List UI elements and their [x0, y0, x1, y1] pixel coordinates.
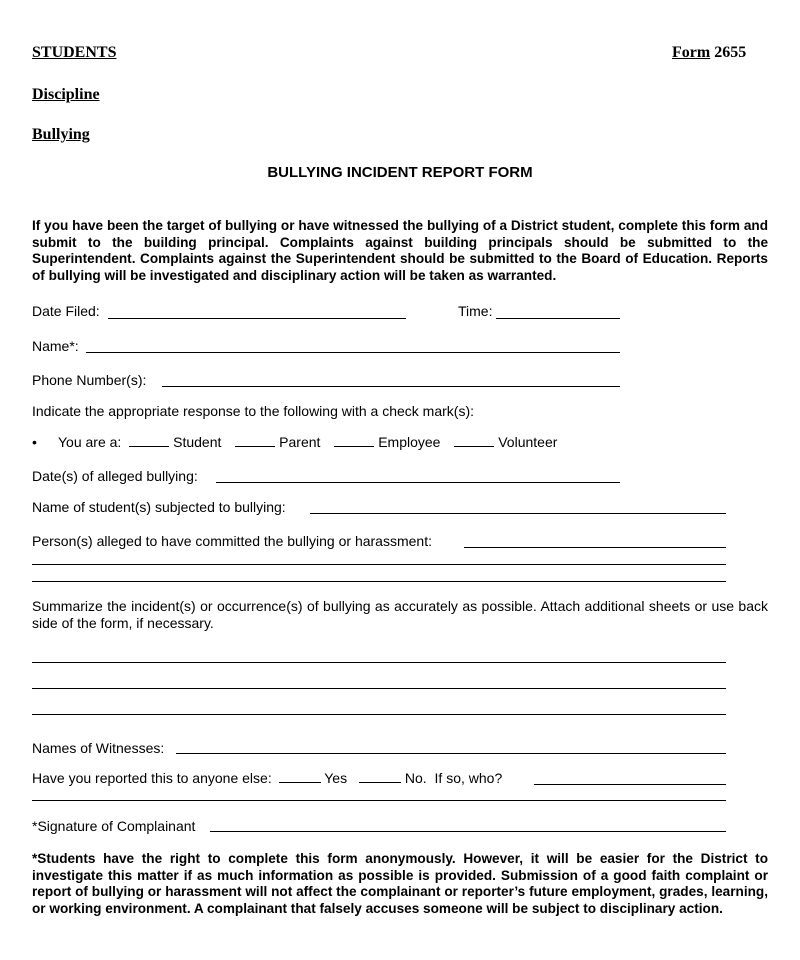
form-label: Form	[672, 44, 711, 61]
phone-label: Phone Number(s):	[32, 372, 147, 388]
no-checkbox[interactable]	[359, 781, 401, 783]
reported-who-input[interactable]	[536, 768, 724, 784]
name-line	[86, 352, 620, 353]
no-label: No.	[404, 770, 427, 786]
student-checkbox[interactable]	[129, 445, 169, 447]
students-subjected-line	[310, 513, 726, 514]
dates-bullying-label: Date(s) of alleged bullying:	[32, 468, 198, 484]
witnesses-label: Names of Witnesses:	[32, 740, 165, 756]
intro-paragraph: If you have been the target of bullying or have witnessed the bullying of a District student, complete this form and submit to the building principal. Complaints against building principals should be submitted to the Superintendent. Complaints against the Superintendent should be submitted to the Board of Education. Reports of bullying will be investigated and disciplinary action will be taken as warranted.	[32, 218, 768, 283]
reported-row	[32, 770, 502, 786]
phone-input[interactable]	[164, 370, 618, 386]
summarize-instruction: Summarize the incident(s) or occurrence(s) of bullying as accurately as possible. Attach additional sheets or use back side of the form, if necessary.	[32, 598, 768, 631]
time-input[interactable]	[498, 302, 618, 318]
signature-line	[210, 831, 726, 832]
phone-line	[162, 386, 620, 387]
witnesses-line	[176, 753, 726, 754]
date-filed-label: Date Filed:	[32, 303, 100, 319]
persons-alleged-input[interactable]	[466, 531, 724, 547]
summary-line-3[interactable]	[32, 714, 726, 715]
yes-checkbox[interactable]	[279, 781, 321, 783]
you-are-a-label: You are a:	[58, 434, 122, 450]
form-title: BULLYING INCIDENT REPORT FORM	[267, 164, 533, 181]
persons-alleged-line-3[interactable]	[32, 581, 726, 582]
reported-label: Have you reported this to anyone else:	[32, 770, 272, 786]
dates-bullying-line	[216, 482, 620, 483]
name-input[interactable]	[88, 336, 618, 352]
date-filed-input[interactable]	[110, 302, 404, 318]
time-label: Time:	[458, 303, 493, 319]
summary-line-1[interactable]	[32, 662, 726, 663]
form-number	[672, 44, 746, 62]
signature-label: *Signature of Complainant	[32, 818, 196, 834]
if-so-label: If so, who?	[434, 770, 503, 786]
subsection-heading: Discipline	[32, 86, 100, 103]
yes-label: Yes	[324, 770, 348, 786]
volunteer-checkbox[interactable]	[454, 445, 494, 447]
form-number-value: 2655	[714, 44, 747, 61]
time-line	[496, 318, 620, 319]
anonymity-note: *Students have the right to complete this form anonymously. However, it will be easier for the District to investigate this matter if as much information as possible is provided. Submission of a good faith complaint or report of bullying or harassment will not affect the complainant or reporter’s future employment, grades, learning, or working environment. A complainant that falsely accuses someone will be subject to disciplinary action.	[32, 851, 768, 916]
section-heading: STUDENTS	[32, 44, 117, 61]
name-label: Name*:	[32, 338, 79, 354]
reported-line-2[interactable]	[32, 800, 726, 801]
role-volunteer: Volunteer	[498, 434, 558, 450]
topic-heading: Bullying	[32, 126, 90, 143]
persons-alleged-line-2[interactable]	[32, 564, 726, 565]
parent-checkbox[interactable]	[235, 445, 275, 447]
signature-input[interactable]	[212, 815, 724, 831]
reported-who-line	[534, 784, 726, 785]
date-filed-line	[108, 318, 406, 319]
role-row	[32, 434, 557, 450]
students-subjected-label: Name of student(s) subjected to bullying:	[32, 499, 286, 515]
bullet: •	[32, 434, 37, 450]
dates-bullying-input[interactable]	[218, 466, 618, 482]
summary-line-2[interactable]	[32, 688, 726, 689]
students-subjected-input[interactable]	[312, 497, 724, 513]
employee-checkbox[interactable]	[334, 445, 374, 447]
persons-alleged-label: Person(s) alleged to have committed the bullying or harassment:	[32, 533, 432, 549]
checkmark-instruction: Indicate the appropriate response to the following with a check mark(s):	[32, 403, 475, 419]
role-employee: Employee	[378, 434, 441, 450]
witnesses-input[interactable]	[178, 737, 724, 753]
persons-alleged-line	[464, 547, 726, 548]
role-student: Student	[173, 434, 222, 450]
role-parent: Parent	[279, 434, 321, 450]
